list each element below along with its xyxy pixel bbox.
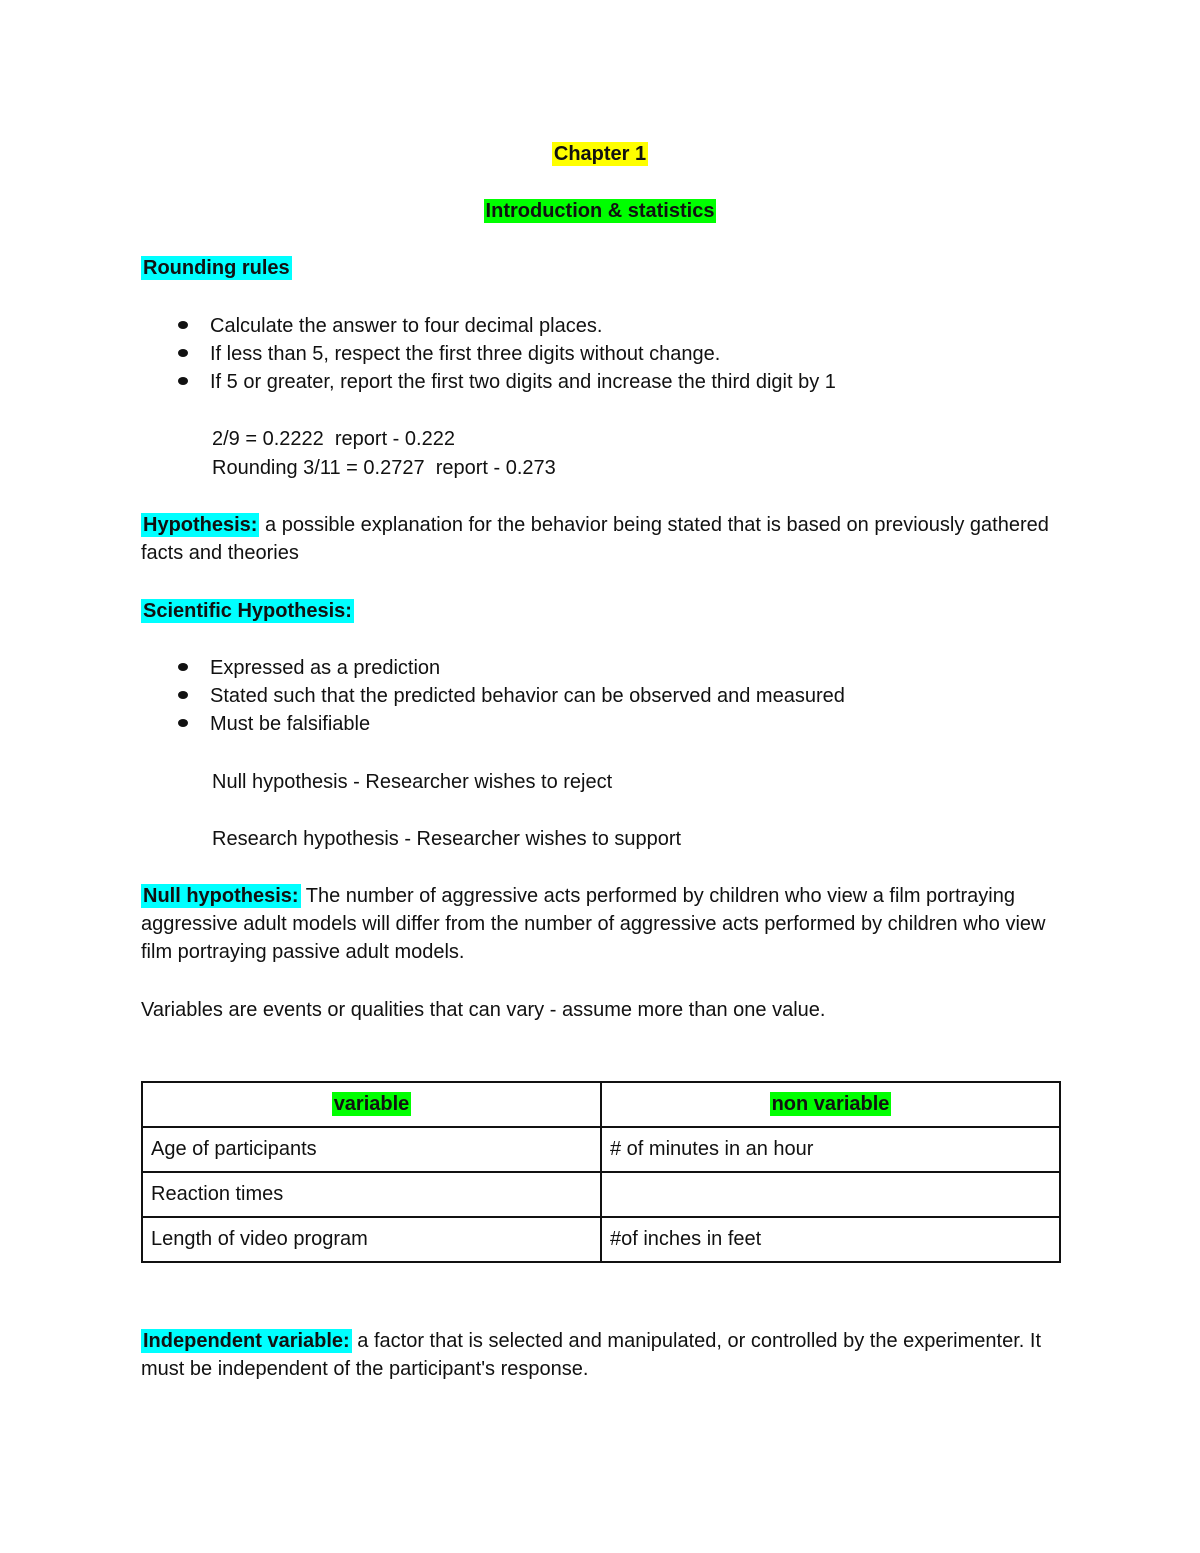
null-hypothesis-definition: The number of aggressive acts performed by children who view a film portraying aggressive adult models will differ from the number of aggressive acts performed by children who view film portraying passive adult models.: [141, 885, 1046, 963]
null-hypothesis-line: Null hypothesis - Researcher wishes to reject: [212, 771, 613, 793]
list-item: [178, 340, 720, 368]
bullet-icon: [178, 321, 188, 329]
list-item: [178, 654, 440, 682]
hypothesis-paragraph: [141, 511, 1061, 567]
list-item: [178, 682, 845, 710]
scientific-heading-text: Scientific Hypothesis:: [143, 600, 352, 622]
table-cell: [601, 1172, 1060, 1217]
null-hypothesis-paragraph: [141, 882, 1061, 966]
rounding-heading-text: Rounding rules: [143, 257, 290, 279]
table-row: [142, 1172, 1060, 1217]
research-hypothesis-line: Research hypothesis - Researcher wishes to support: [212, 828, 682, 850]
table-cell: # of minutes in an hour: [601, 1127, 1060, 1172]
list-item-text: If less than 5, respect the first three digits without change.: [210, 343, 721, 365]
chapter-title-text: Chapter 1: [553, 143, 647, 165]
list-item-text: Calculate the answer to four decimal places.: [210, 315, 603, 337]
bullet-icon: [178, 663, 188, 671]
chapter-title: [0, 140, 1200, 168]
table-header-cell: [142, 1082, 601, 1127]
null-hypothesis-term: Null hypothesis:: [143, 885, 299, 907]
rounding-example-1: 2/9 = 0.2222 report - 0.222: [212, 428, 455, 450]
list-item-text: Must be falsifiable: [210, 713, 371, 735]
table-row: [142, 1127, 1060, 1172]
table-header-cell: [601, 1082, 1060, 1127]
table-header-row: [142, 1082, 1060, 1127]
table-cell: Age of participants: [142, 1127, 601, 1172]
table-cell: #of inches in feet: [601, 1217, 1060, 1262]
bullet-icon: [178, 719, 188, 727]
bullet-icon: [178, 377, 188, 385]
bullet-icon: [178, 349, 188, 357]
rounding-heading: [141, 254, 292, 282]
scientific-heading: [141, 597, 354, 625]
subtitle: [0, 197, 1200, 225]
header-non-variable: non variable: [771, 1093, 890, 1115]
list-item: [178, 368, 836, 396]
list-item-text: If 5 or greater, report the first two digits and increase the third digit by 1: [210, 371, 836, 393]
list-item: [178, 710, 370, 738]
subtitle-text: Introduction & statistics: [485, 200, 715, 222]
hypothesis-definition: a possible explanation for the behavior being stated that is based on previously gathered facts and theories: [141, 514, 1049, 564]
hypothesis-term: Hypothesis:: [143, 514, 258, 536]
variables-text: Variables are events or qualities that can vary - assume more than one value.: [141, 999, 826, 1021]
variables-table: [141, 1081, 1061, 1263]
header-variable: variable: [333, 1093, 410, 1115]
independent-variable-term: Independent variable:: [143, 1330, 350, 1352]
list-item-text: Stated such that the predicted behavior can be observed and measured: [210, 685, 845, 707]
list-item-text: Expressed as a prediction: [210, 657, 441, 679]
table-cell: Reaction times: [142, 1172, 601, 1217]
list-item: [178, 312, 602, 340]
bullet-icon: [178, 691, 188, 699]
independent-variable-definition: a factor that is selected and manipulated, or controlled by the experimenter. It must be independent of the participant's response.: [141, 1330, 1041, 1380]
independent-variable-paragraph: [141, 1327, 1061, 1383]
table-cell: Length of video program: [142, 1217, 601, 1262]
table-row: [142, 1217, 1060, 1262]
rounding-example-2: Rounding 3/11 = 0.2727 report - 0.273: [212, 457, 556, 479]
